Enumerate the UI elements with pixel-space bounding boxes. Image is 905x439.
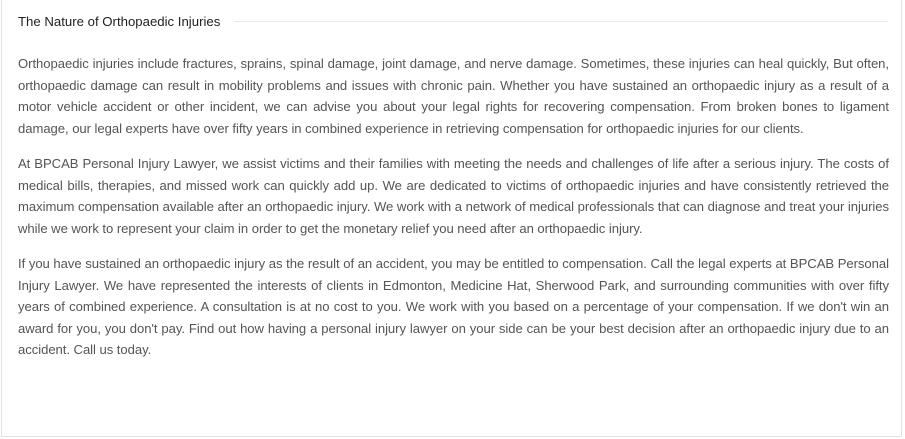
section-header [18, 10, 888, 32]
paragraph-services: At BPCAB Personal Injury Lawyer, we assist victims and their families with meeting the needs and challenges of life after a serious injury. The costs of medical bills, therapies, and missed work can quickly add up. We are dedicated to victims of orthopaedic injuries and have consistently retrieved the maximum compensation available after an orthopaedic injury. We work with a network of medical professionals that can diagnose and treat your injuries while we work to represent your claim in order to get the monetary relief you need after an orthopaedic injury. [18, 156, 889, 236]
paragraph-call-to-action: If you have sustained an orthopaedic injury as the result of an accident, you may be entitled to compensation. Call the legal experts at BPCAB Personal Injury Lawyer. We have represented the interests of clients in Edmonton, Medicine Hat, Sherwood Park, and surrounding communities with over fifty years of combined experience. A consultation is at no cost to you. We work with you based on a percentage of your compensation. If we don't win an award for you, you don't pay. Find out how having a personal injury lawyer on your side can be your best decision after an orthopaedic injury due to an accident. Call us today. [18, 256, 889, 357]
content-panel [1, 0, 902, 437]
article-body [18, 53, 889, 375]
title-divider [234, 21, 888, 22]
section-title: The Nature of Orthopaedic Injuries [18, 13, 221, 29]
paragraph-intro: Orthopaedic injuries include fractures, sprains, spinal damage, joint damage, and nerve damage. Sometimes, these injuries can heal quickly, But often, orthopaedic damage can result in mobility problems and issues with chronic pain. Whether you have sustained an orthopaedic injury as a result of a motor vehicle accident or other incident, we can advise you about your legal rights for recovering compensation. From broken bones to ligament damage, our legal experts have over fifty years in combined experience in retrieving compensation for orthopaedic injuries for our clients. [18, 56, 889, 136]
